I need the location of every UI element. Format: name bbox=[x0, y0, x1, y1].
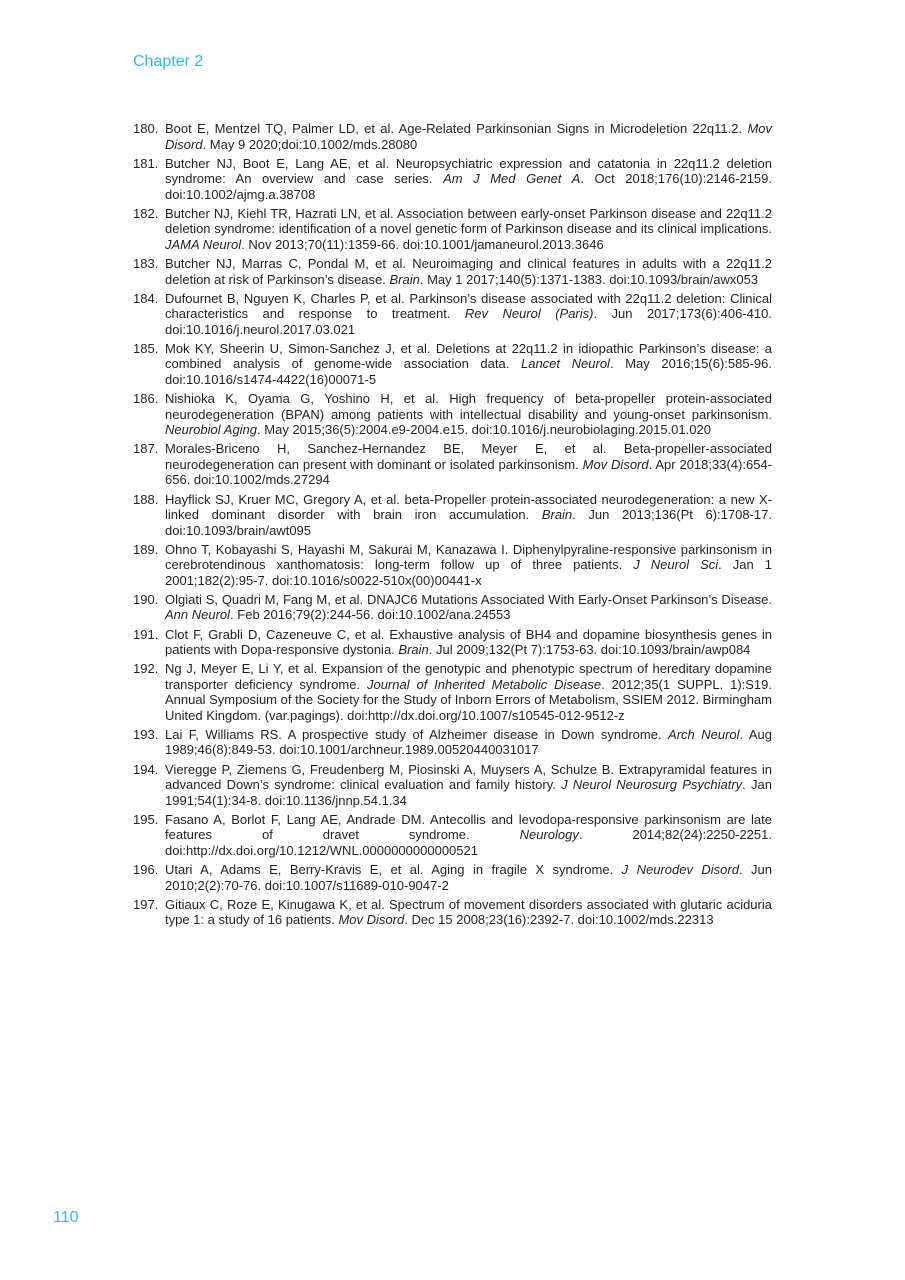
reference-citation-details: . Oct 2018;176(10):2146-2159. doi:10.1002/ajmg.a.38708 bbox=[165, 171, 772, 202]
reference-item bbox=[133, 812, 772, 859]
reference-item bbox=[133, 156, 772, 203]
reference-item bbox=[133, 762, 772, 809]
reference-authors-title: Boot E, Mentzel TQ, Palmer LD, et al. Age-Related Parkinsonian Signs in Microdeletion 22q11.2. bbox=[165, 121, 743, 136]
reference-authors-title: Ohno T, Kobayashi S, Hayashi M, Sakurai M, Kanazawa I. Diphenylpyraline-responsive parkinsonism in cerebrotendinous xanthomatosis: long-term follow up of three patients. bbox=[165, 541, 772, 573]
reference-citation-details: . Dec 15 2008;23(16):2392-7. doi:10.1002/mds.22313 bbox=[404, 912, 714, 928]
reference-authors-title: Olgiati S, Quadri M, Fang M, et al. DNAJC6 Mutations Associated With Early-Onset Parkinson’s Disease. bbox=[165, 591, 772, 607]
reference-journal: Neurology bbox=[519, 827, 579, 843]
reference-authors-title: Butcher NJ, Boot E, Lang AE, et al. Neuropsychiatric expression and catatonia in 22q11.2 deletion syndrome: An overview and case series. bbox=[165, 155, 772, 187]
reference-authors-title: Clot F, Grabli D, Cazeneuve C, et al. Exhaustive analysis of BH4 and dopamine biosynthesis genes in patients with Dopa-responsive dystonia. bbox=[165, 626, 772, 658]
reference-item bbox=[133, 256, 772, 287]
reference-item bbox=[133, 897, 772, 928]
reference-journal: Lancet Neurol bbox=[520, 356, 610, 372]
reference-citation-details: . Jun 2017;173(6):406-410. doi:10.1016/j.neurol.2017.03.021 bbox=[165, 306, 772, 337]
reference-journal: Brain bbox=[398, 642, 429, 658]
reference-citation-details: . 2014;82(24):2250-2251. doi:http://dx.doi.org/10.1212/WNL.0000000000000521 bbox=[165, 827, 772, 858]
reference-text bbox=[165, 762, 772, 809]
reference-text bbox=[165, 897, 772, 928]
reference-number: 184. bbox=[133, 290, 159, 306]
reference-citation-details: . Jan 1991;54(1):34-8. doi:10.1136/jnnp.54.1.34 bbox=[165, 777, 772, 808]
reference-item bbox=[133, 661, 772, 723]
chapter-header: Chapter 2 bbox=[133, 53, 204, 70]
reference-journal: Rev Neurol (Paris) bbox=[464, 306, 594, 322]
reference-citation-details: . May 2015;36(5):2004.e9-2004.e15. doi:10.1016/j.neurobiolaging.2015.01.020 bbox=[257, 422, 711, 438]
reference-number: 181. bbox=[133, 155, 159, 171]
reference-citation-details: . Jun 2010;2(2):70-76. doi:10.1007/s11689-010-9047-2 bbox=[165, 862, 772, 893]
reference-text bbox=[165, 206, 772, 253]
reference-text bbox=[165, 291, 772, 338]
reference-citation-details: . Feb 2016;79(2):244-56. doi:10.1002/ana.24553 bbox=[230, 607, 511, 623]
reference-text bbox=[165, 341, 772, 388]
reference-text bbox=[165, 727, 772, 758]
reference-journal: J Neurodev Disord bbox=[621, 862, 739, 877]
reference-list bbox=[133, 121, 772, 931]
reference-authors-title: Gitiaux C, Roze E, Kinugawa K, et al. Spectrum of movement disorders associated with glutaric aciduria type 1: a study of 16 patients. bbox=[165, 896, 772, 928]
reference-authors-title: Mok KY, Sheerin U, Simon-Sanchez J, et al. Deletions at 22q11.2 in idiopathic Parkinson’s disease: a combined analysis of genome-wide association data. bbox=[165, 340, 772, 372]
reference-item bbox=[133, 592, 772, 623]
reference-number: 182. bbox=[133, 205, 159, 221]
reference-number: 187. bbox=[133, 441, 159, 457]
reference-citation-details: . Jun 2013;136(Pt 6):1708-17. doi:10.1093/brain/awt095 bbox=[165, 507, 772, 538]
reference-journal: JAMA Neurol bbox=[165, 236, 242, 252]
reference-authors-title: Dufournet B, Nguyen K, Charles P, et al. Parkinson’s disease associated with 22q11.2 deletion: Clinical characteristics and response to treatment. bbox=[165, 290, 772, 322]
reference-number: 185. bbox=[133, 340, 159, 356]
reference-item bbox=[133, 862, 772, 893]
reference-authors-title: Ng J, Meyer E, Li Y, et al. Expansion of the genotypic and phenotypic spectrum of hereditary dopamine transporter deficiency syndrome. bbox=[165, 661, 772, 692]
reference-item bbox=[133, 492, 772, 539]
reference-journal: Brain bbox=[389, 271, 420, 287]
reference-journal: Am J Med Genet A bbox=[443, 171, 581, 187]
reference-authors-title: Butcher NJ, Kiehl TR, Hazrati LN, et al. Association between early-onset Parkinson disease and 22q11.2 deletion syndrome: identification of a novel genetic form of Parkinson disease and its clinical implications. bbox=[165, 205, 772, 237]
reference-number: 193. bbox=[133, 726, 159, 742]
reference-journal: Brain bbox=[541, 507, 573, 522]
reference-text bbox=[165, 812, 772, 859]
reference-citation-details: . 2012;35(1 SUPPL. 1):S19. Annual Symposium of the Society for the Study of Inborn Errors of Metabolism, SSIEM 2012. Birmingham United Kingdom. (var.pagings). doi:http://dx.doi.org/10.1007/s10545-012-9512-z bbox=[165, 676, 772, 723]
reference-journal: Neurobiol Aging bbox=[165, 422, 258, 438]
reference-number: 186. bbox=[133, 391, 159, 407]
reference-journal: Mov Disord bbox=[582, 456, 649, 472]
reference-text bbox=[165, 542, 772, 589]
reference-number: 196. bbox=[133, 862, 159, 877]
reference-citation-details: . Jan 1 2001;182(2):95-7. doi:10.1016/s0022-510x(00)00441-x bbox=[165, 557, 772, 588]
reference-authors-title: Lai F, Williams RS. A prospective study of Alzheimer disease in Down syndrome. bbox=[165, 726, 662, 742]
reference-citation-details: . May 9 2020;doi:10.1002/mds.28080 bbox=[202, 136, 418, 152]
reference-number: 195. bbox=[133, 811, 159, 827]
reference-number: 197. bbox=[133, 896, 159, 912]
reference-item bbox=[133, 291, 772, 338]
reference-text bbox=[165, 441, 772, 488]
reference-journal: Mov Disord bbox=[165, 121, 772, 152]
reference-text bbox=[165, 862, 772, 893]
reference-journal: Mov Disord bbox=[338, 912, 405, 928]
reference-journal: J Neurol Neurosurg Psychiatry bbox=[561, 777, 743, 793]
reference-number: 183. bbox=[133, 256, 159, 272]
reference-authors-title: Butcher NJ, Marras C, Pondal M, et al. Neuroimaging and clinical features in adults with a 22q11.2 deletion at risk of Parkinson’s disease. bbox=[165, 256, 772, 287]
reference-item bbox=[133, 627, 772, 658]
reference-citation-details: . Apr 2018;33(4):654-656. doi:10.1002/mds.27294 bbox=[165, 456, 772, 488]
page-number: 110 bbox=[53, 1209, 79, 1226]
reference-number: 194. bbox=[133, 761, 159, 777]
reference-text bbox=[165, 661, 772, 723]
reference-item bbox=[133, 391, 772, 438]
reference-number: 188. bbox=[133, 491, 159, 507]
reference-citation-details: . Aug 1989;46(8):849-53. doi:10.1001/archneur.1989.00520440031017 bbox=[165, 726, 772, 758]
reference-number: 189. bbox=[133, 541, 159, 557]
reference-item bbox=[133, 727, 772, 758]
reference-journal: Arch Neurol bbox=[668, 726, 740, 742]
reference-citation-details: . Nov 2013;70(11):1359-66. doi:10.1001/jamaneurol.2013.3646 bbox=[241, 236, 604, 252]
reference-authors-title: Utari A, Adams E, Berry-Kravis E, et al. Aging in fragile X syndrome. bbox=[165, 862, 614, 877]
reference-item bbox=[133, 206, 772, 253]
reference-authors-title: Hayflick SJ, Kruer MC, Gregory A, et al. beta-Propeller protein-associated neurodegeneration: a new X-linked dominant disorder with brain iron accumulation. bbox=[165, 491, 772, 522]
reference-text bbox=[165, 391, 772, 438]
reference-text bbox=[165, 156, 772, 203]
reference-journal: J Neurol Sci bbox=[633, 557, 719, 573]
reference-citation-details: . Jul 2009;132(Pt 7):1753-63. doi:10.1093/brain/awp084 bbox=[428, 642, 751, 658]
reference-number: 192. bbox=[133, 661, 159, 677]
reference-authors-title: Nishioka K, Oyama G, Yoshino H, et al. High frequency of beta-propeller protein-associated neurodegeneration (BPAN) among patients with intellectual disability and young-onset parkinsonism. bbox=[165, 391, 772, 422]
reference-number: 190. bbox=[133, 591, 159, 607]
reference-citation-details: . May 2016;15(6):585-96. doi:10.1016/s1474-4422(16)00071-5 bbox=[165, 356, 772, 387]
reference-text bbox=[165, 592, 772, 623]
reference-text bbox=[165, 627, 772, 658]
reference-number: 191. bbox=[133, 626, 159, 642]
reference-citation-details: . May 1 2017;140(5):1371-1383. doi:10.1093/brain/awx053 bbox=[419, 271, 759, 287]
reference-item bbox=[133, 542, 772, 589]
reference-item bbox=[133, 341, 772, 388]
reference-text bbox=[165, 256, 772, 287]
reference-journal: Ann Neurol bbox=[165, 607, 231, 623]
reference-number: 180. bbox=[133, 121, 159, 136]
reference-authors-title: Morales-Briceno H, Sanchez-Hernandez BE, Meyer E, et al. Beta-propeller-associated neurodegeneration can present with dominant or isolated parkinsonism. bbox=[165, 441, 772, 472]
reference-item bbox=[133, 121, 772, 152]
reference-text bbox=[165, 121, 772, 152]
reference-authors-title: Vieregge P, Ziemens G, Freudenberg M, Piosinski A, Muysers A, Schulze B. Extrapyramidal features in advanced Down’s syndrome: clinical evaluation and family history. bbox=[165, 761, 772, 793]
reference-authors-title: Fasano A, Borlot F, Lang AE, Andrade DM. Antecollis and levodopa-responsive parkinsonism are late features of dravet syndrome. bbox=[165, 811, 772, 843]
reference-item bbox=[133, 441, 772, 488]
reference-journal: Journal of Inherited Metabolic Disease bbox=[366, 676, 602, 692]
reference-text bbox=[165, 492, 772, 539]
